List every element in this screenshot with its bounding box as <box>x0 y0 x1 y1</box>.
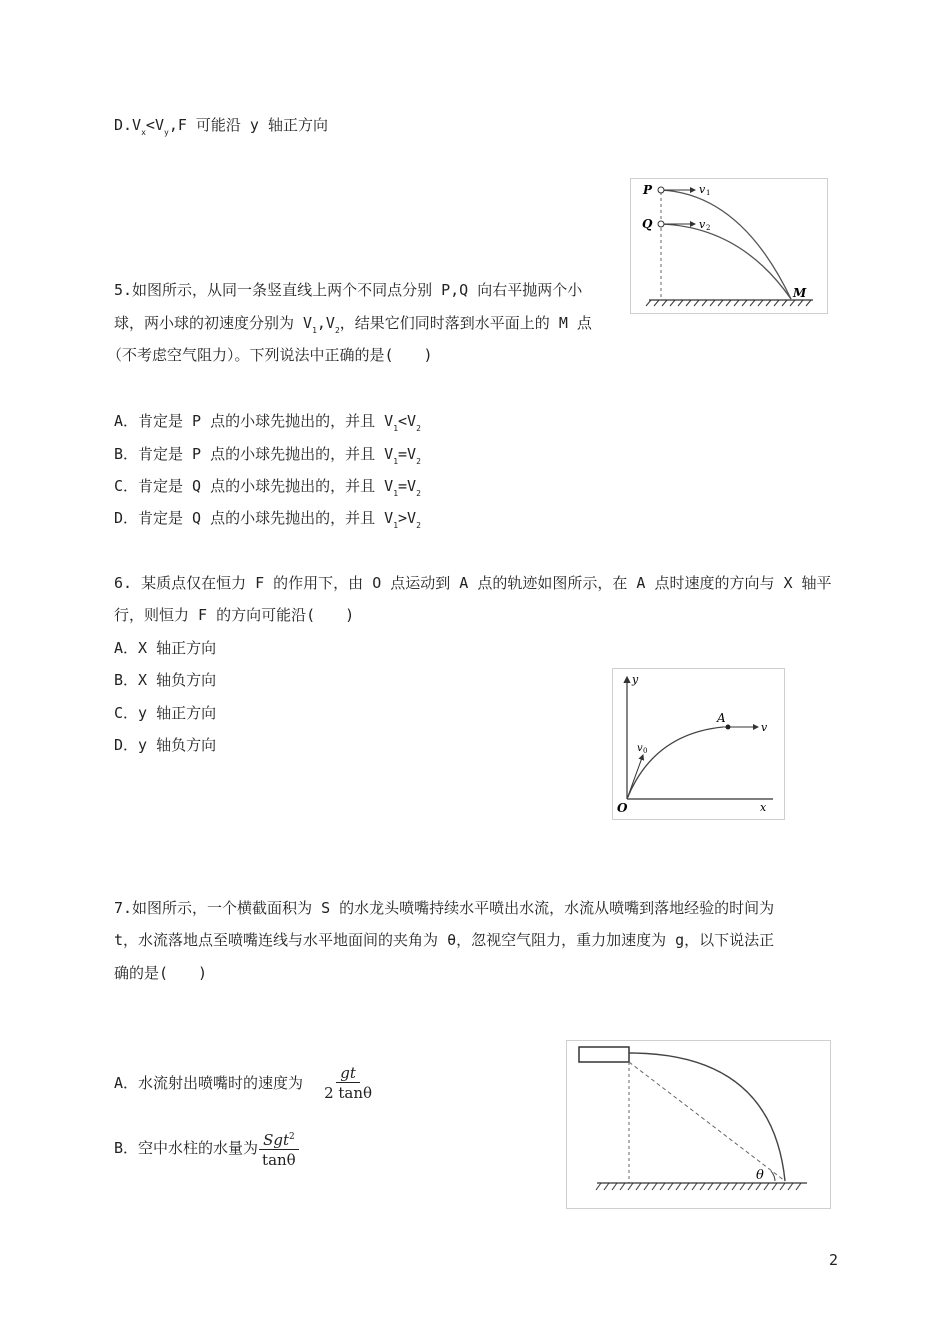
svg-text:0: 0 <box>643 747 648 755</box>
fraction-gt-over-2tan: $\frac{gt}{2 \tan\theta}$ <box>324 1064 373 1102</box>
q6-stem-line1: 6. 某质点仅在恒力 F 的作用下，由 O 点运动到 A 点的轨迹如图所示，在 A 点时速度的方向与 X 轴平 <box>114 574 832 592</box>
q7-stem-line1: 7.如图所示，一个横截面积为 S 的水龙头喷嘴持续水平喷出水流，水流从喷嘴到落地经验的时间为 <box>114 899 775 917</box>
q7-figure <box>566 1040 831 1209</box>
origin-label: O <box>617 801 628 815</box>
q6-option-d: D．y 轴负方向 <box>114 736 217 754</box>
q7-stem-line2: t，水流落地点至喷嘴连线与水平地面间的夹角为 θ，忽视空气阻力，重力加速度为 g，以下说法正 <box>114 931 775 949</box>
fraction-sgt2-over-tan: $\frac{Sgt^2}{\tan\theta}$ <box>258 1128 300 1170</box>
point-a-label: A <box>717 711 726 725</box>
velocity-v0-label: v <box>637 743 643 754</box>
q5-stem-line3: （不考虑空气阻力）。下列说法中正确的是( ) <box>107 346 433 364</box>
q5-option-a: A．肯定是 P 点的小球先抛出的，并且 $V_1<V_2$ <box>114 412 421 433</box>
q7-stem-line3: 确的是( ) <box>114 964 208 982</box>
q5-stem-line2: 球，两小球的初速度分别为 $V_1,V_2$，结果它们同时落到水平面上的 M 点 <box>114 314 592 335</box>
label-v2: v <box>699 218 706 231</box>
q5-option-c: C．肯定是 Q 点的小球先抛出的，并且 $V_1=V_2$ <box>114 477 421 498</box>
q5-stem-line1: 5.如图所示，从同一条竖直线上两个不同点分别 P,Q 向右平抛两个小 <box>114 281 583 299</box>
q6-stem-line2: 行，则恒力 F 的方向可能沿( ) <box>114 606 355 624</box>
svg-text:2: 2 <box>706 224 711 232</box>
page-number: 2 <box>829 1251 839 1269</box>
label-m: M <box>793 286 807 300</box>
q4-option-d: $D.V_x<V_y,F$ 可能沿 y 轴正方向 <box>114 116 328 137</box>
q6-option-b: B．X 轴负方向 <box>114 671 217 689</box>
label-q: Q <box>642 217 653 231</box>
q6-option-c: C．y 轴正方向 <box>114 704 217 722</box>
axis-y-label: y <box>632 673 639 686</box>
svg-text:1: 1 <box>706 189 711 197</box>
axis-x-label: x <box>760 801 767 814</box>
label-v1: v <box>699 183 706 196</box>
q5-option-b: B．肯定是 P 点的小球先抛出的，并且 $V_1=V_2$ <box>114 445 421 466</box>
q7-option-b: B．空中水柱的水量为 $\frac{Sgt^2}{\tan\theta}$ <box>114 1125 300 1171</box>
velocity-v-label: v <box>761 721 768 734</box>
q5-option-d: D．肯定是 Q 点的小球先抛出的，并且 $V_1>V_2$ <box>114 509 421 530</box>
label-p: P <box>643 183 653 197</box>
theta-label: θ <box>756 1168 764 1183</box>
q6-option-a: A．X 轴正方向 <box>114 639 217 657</box>
q6-figure <box>612 668 785 820</box>
q7-option-a: A．水流射出喷嘴时的速度为 $\frac{gt}{2 \tan\theta}$ <box>114 1060 376 1106</box>
q5-figure <box>630 178 828 314</box>
